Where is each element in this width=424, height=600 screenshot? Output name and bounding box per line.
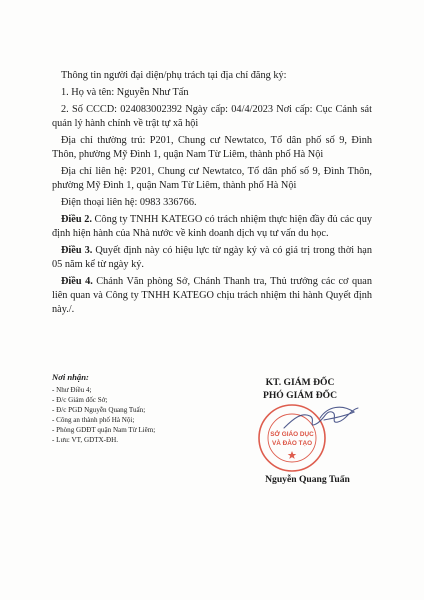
article-4	[52, 275, 372, 317]
intro-paragraph: Thông tin người đại diện/phụ trách tại địa chỉ đăng ký:	[61, 70, 287, 81]
article-3-text: Quyết định này có hiệu lực từ ngày ký và có giá trị trong thời hạn 05 năm kể từ ngày ký.	[52, 245, 373, 270]
signature-title-line1: KT. GIÁM ĐỐC	[265, 377, 335, 388]
signer-name: Nguyễn Quang Tuấn	[265, 474, 350, 485]
recipient-item: - Lưu: VT, GDTX-ĐH.	[52, 436, 119, 444]
article-3	[52, 244, 372, 272]
contact-phone: Điện thoại liên hệ: 0983 336766.	[61, 197, 197, 208]
recipient-item: - Đ/c PGD Nguyễn Quang Tuấn;	[52, 406, 146, 414]
article-3-lead: Điều 3.	[61, 245, 93, 256]
article-2	[52, 213, 372, 241]
handwritten-signature	[280, 398, 364, 442]
permanent-address: Địa chỉ thường trú: P201, Chung cư Newtatco, Tổ dân phố số 9, Đình Thôn, phường Mỹ Đình 1, quận Nam Từ Liêm, thành phố Hà Nội	[52, 135, 372, 160]
recipient-item: - Đ/c Giám đốc Sở;	[52, 396, 108, 404]
article-2-text: Công ty TNHH KATEGO có trách nhiệm thực hiện đầy đủ các quy định hiện hành của Nhà nước về kinh doanh dịch vụ tư vấn du học.	[52, 214, 372, 239]
signature-title-line2: PHÓ GIÁM ĐỐC	[262, 390, 338, 401]
article-4-lead: Điều 4.	[61, 276, 93, 287]
recipient-item: - Phòng GDĐT quận Nam Từ Liêm;	[52, 426, 156, 434]
seal-text-line2: VÀ ĐÀO TẠO	[271, 440, 313, 447]
contact-address: Địa chỉ liên hệ: P201, Chung cư Newtatco, Tổ dân phố số 9, Đình Thôn, phường Mỹ Đình 1, quận Nam Từ Liêm, thành phố Hà Nội	[52, 166, 372, 191]
representative-name: 1. Họ và tên: Nguyễn Như Tấn	[61, 87, 189, 98]
recipients-title: Nơi nhận:	[52, 372, 89, 382]
recipient-item: - Công an thành phố Hà Nội;	[52, 416, 135, 424]
article-2-lead: Điều 2.	[61, 214, 92, 225]
seal-text-line1: SỞ GIÁO DỤC	[270, 431, 314, 438]
seal-star-icon	[288, 451, 297, 459]
recipient-item: - Như Điều 4;	[52, 386, 92, 394]
id-card-info: 2. Số CCCD: 024083002392 Ngày cấp: 04/4/2023 Nơi cấp: Cục Cảnh sát quản lý hành chính về trật tự xã hội	[52, 104, 372, 129]
article-4-text: Chánh Văn phòng Sở, Chánh Thanh tra, Thủ trưởng các cơ quan liên quan và Công ty TNHH KATEGO chịu trách nhiệm thi hành Quyết định này./.	[52, 276, 372, 315]
document-body	[52, 69, 372, 320]
signature-stroke	[284, 407, 358, 428]
recipients-block	[52, 371, 202, 445]
